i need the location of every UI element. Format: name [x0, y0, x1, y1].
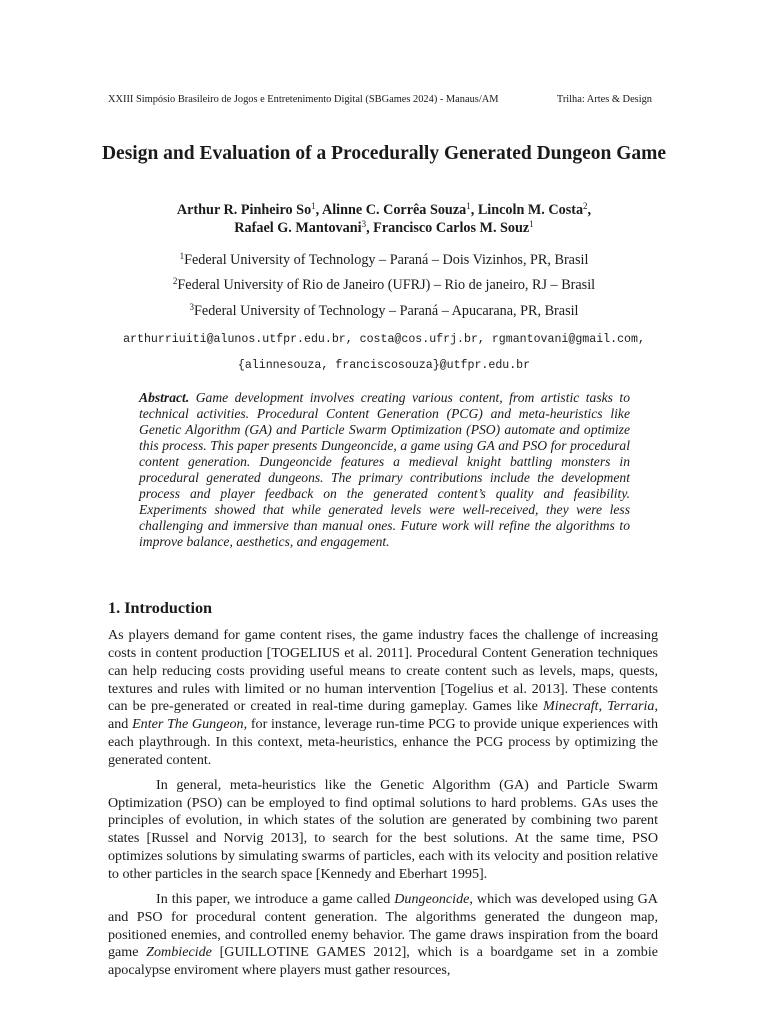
abstract [139, 390, 630, 550]
author-affiliation-marker: 1 [529, 218, 534, 229]
running-header [108, 94, 652, 105]
paragraph-text: In general, meta-heuristics like the Genetic Algorithm (GA) and Particle Swarm Optimization (PSO) can be employed to find optimal solutions to hard problems. GAs uses the principles of evolution, in which states of the solution are generated by combining two parent states [Russel and Norvig 2013], to search for the best solutions. At the same time, PSO optimizes solutions by simulating swarms of particles, each with its velocity and position relative to other particles in the search space [Kennedy and Eberhart 1995]. [108, 776, 658, 882]
affiliation-1 [100, 252, 668, 269]
author-separator: , [587, 202, 592, 218]
paragraph-text: , which was developed using GA and PSO for procedural content generation. The algorithms generated the dungeon map, positioned enemies, and controlled enemy behavior. The game draws inspiration from the board game [108, 890, 658, 961]
emphasized-text: Enter The Gungeon [132, 716, 244, 733]
abstract-label: Abstract. [139, 390, 190, 405]
author-affiliation-marker: 3 [361, 218, 367, 229]
affiliation-marker: 1 [179, 251, 185, 261]
author-affiliation-marker: 1 [466, 201, 471, 211]
emphasized-text: Minecraft [543, 698, 599, 715]
affiliation-text: Federal University of Technology – Paraná – Apucarana, PR, Brasil [194, 303, 579, 319]
body-paragraph [108, 777, 658, 884]
paragraph-text: [GUILLOTINE GAMES 2012], which is a boardgame set in a zombie apocalypse enviroment where players must gather resources, [108, 944, 659, 979]
paragraph-text: , for instance, leverage run-time PCG to provide unique experiences with each playthrough. In this context, meta-heuristics, enhance the PCG process by optimizing the generated content. [108, 716, 658, 768]
section-number: 1. [108, 599, 121, 617]
author-affiliation-marker: 1 [311, 201, 316, 211]
affiliation-marker: 2 [172, 276, 178, 286]
affiliation-3 [100, 303, 668, 320]
emphasized-text: Zombiecide [146, 944, 212, 961]
author-affiliation-marker: 2 [583, 201, 588, 211]
affiliation-text: Federal University of Technology – Paraná – Dois Vizinhos, PR, Brasil [184, 252, 589, 268]
abstract-text: Game development involves creating various content, from artistic tasks to technical activities. Procedural Content Generation (PCG) and meta-heuristics like Genetic Algorithm (GA) and Particle Swarm Optimization (PSO) automate and optimize this process. This paper presents Dungeoncide, a game using GA and PSO for procedural content generation. Dungeoncide features a medieval knight battling monsters in procedural generated dungeons. The primary contributions include the development process and player feedback on the generated content’s quality and feasibility. Experiments showed that while generated levels were well-received, they were less challenging and immersive than manual ones. Future work will refine the algorithms to improve balance, aesthetics, and engagement. [139, 390, 630, 550]
paragraph-text: , [598, 698, 608, 715]
paragraph-text: , and [108, 698, 658, 733]
body-paragraph [108, 627, 658, 770]
section-title-text: Introduction [124, 599, 213, 617]
affiliation-text: Federal University of Rio de Janeiro (UFRJ) – Rio de janeiro, RJ – Brasil [177, 277, 596, 293]
author-separator: , [470, 202, 478, 218]
author-line-1 [100, 202, 668, 220]
section-heading [108, 599, 212, 618]
author-line-2 [100, 220, 668, 238]
body-paragraph [108, 891, 658, 980]
affiliation-2 [100, 277, 668, 294]
author-name: Rafael G. Mantovani [234, 219, 362, 236]
emphasized-text: Dungeoncide [394, 890, 470, 907]
email-line-2: {alinnesouza, franciscosouza}@utfpr.edu.br [237, 359, 531, 372]
header-track: Trilha: Artes & Design [556, 94, 652, 105]
emphasized-text: Terraria [607, 698, 655, 715]
email-line-1: arthurriuiti@alunos.utfpr.edu.br, costa@cos.ufrj.br, rgmantovani@gmail.com, [123, 333, 645, 346]
paragraph-text: As players demand for game content rises, the game industry faces the challenge of increasing costs in content production [TOGELIUS et al. 2011]. Procedural Content Generation techniques can help reducing costs providing useful means to create content such as levels, maps, quests, textures and rules with limited or no human intervention [Togelius et al. 2013]. These contents can be pre-generated or created in real-time during gameplay. Games like [108, 627, 658, 715]
author-name: Alinne C. Corrêa Souza [321, 202, 467, 218]
paper-title: Design and Evaluation of a Procedurally Generated Dungeon Game [101, 143, 667, 164]
author-name: Lincoln M. Costa [477, 202, 584, 218]
author-name: Francisco Carlos M. Souz [373, 219, 530, 236]
affiliation-marker: 3 [189, 302, 194, 312]
author-name: Arthur R. Pinheiro So [176, 202, 312, 218]
body-text [108, 627, 658, 987]
author-separator: , [366, 219, 374, 236]
author-separator: , [315, 202, 322, 218]
header-conference: XXIII Simpósio Brasileiro de Jogos e Entretenimento Digital (SBGames 2024) - Manaus/AM [108, 94, 499, 105]
author-list [100, 202, 668, 237]
paragraph-text: In this paper, we introduce a game called [156, 890, 395, 907]
